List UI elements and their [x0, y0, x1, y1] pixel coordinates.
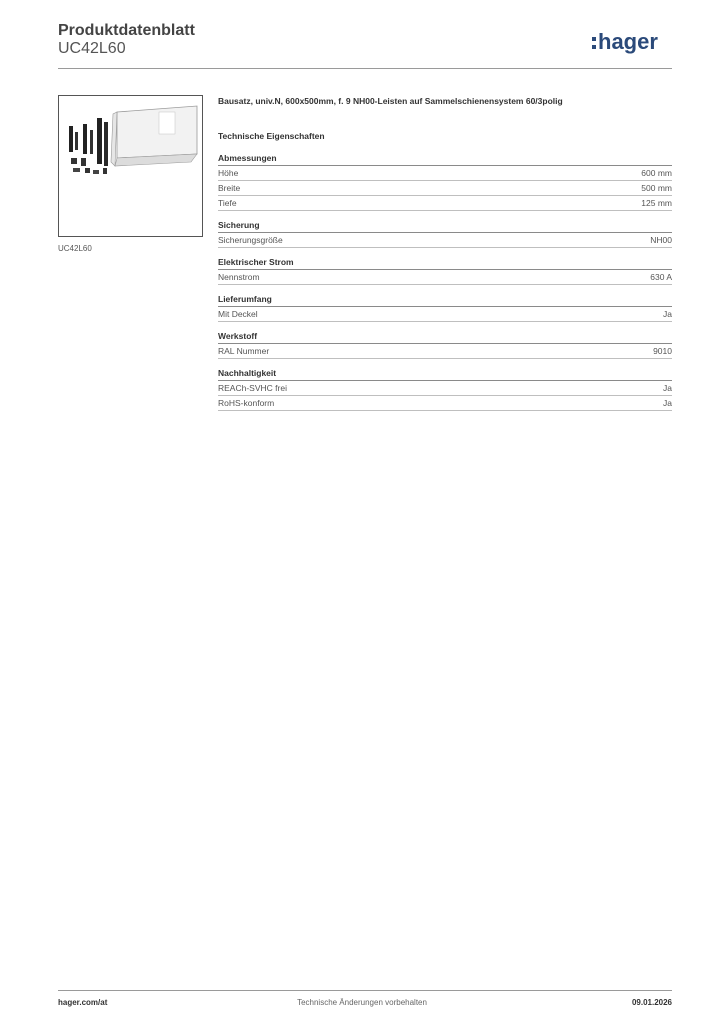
- spec-group-title: Lieferumfang: [218, 294, 672, 307]
- spec-label: REACh-SVHC frei: [218, 383, 287, 393]
- spec-value: 630 A: [650, 272, 672, 282]
- product-image: [58, 95, 203, 237]
- footer-website: hager.com/at: [58, 998, 108, 1007]
- image-caption: UC42L60: [58, 244, 92, 253]
- spec-row: [218, 166, 672, 181]
- spec-value: 600 mm: [641, 168, 672, 178]
- header-divider: [58, 68, 672, 69]
- spec-group-material: [218, 331, 672, 359]
- spec-row: [218, 196, 672, 211]
- spec-row: [218, 344, 672, 359]
- footer-date: 09.01.2026: [631, 998, 672, 1007]
- spec-label: Höhe: [218, 168, 239, 178]
- spec-row: [218, 381, 672, 396]
- product-description: Bausatz, univ.N, 600x500mm, f. 9 NH00-Leisten auf Sammelschienensystem 60/3polig: [218, 96, 563, 106]
- spec-group-fuse: [218, 220, 672, 248]
- spec-value: 125 mm: [641, 198, 672, 208]
- spec-group-title: Sicherung: [218, 220, 672, 233]
- spec-value: 500 mm: [641, 183, 672, 193]
- spec-label: Tiefe: [218, 198, 237, 208]
- spec-value: Ja: [663, 398, 672, 408]
- spec-group-title: Elektrischer Strom: [218, 257, 672, 270]
- spec-label: Nennstrom: [218, 272, 260, 282]
- spec-row: [218, 270, 672, 285]
- hager-logo: [592, 28, 676, 58]
- spec-value: NH00: [650, 235, 672, 245]
- spec-value: Ja: [663, 383, 672, 393]
- spec-label: Breite: [218, 183, 241, 193]
- spec-row: [218, 396, 672, 411]
- spec-value: Ja: [663, 309, 672, 319]
- spec-group-delivery: [218, 294, 672, 322]
- tech-properties-title: Technische Eigenschaften: [218, 131, 325, 141]
- spec-group-title: Nachhaltigkeit: [218, 368, 672, 381]
- spec-label: RAL Nummer: [218, 346, 270, 356]
- spec-content: [218, 95, 672, 420]
- product-code: UC42L60: [58, 40, 126, 57]
- footer-note: Technische Änderungen vorbehalten: [297, 998, 427, 1007]
- spec-group-title: Abmessungen: [218, 153, 672, 166]
- logo-dot-bottom: [592, 45, 596, 49]
- footer-divider: [58, 990, 672, 991]
- spec-group-title: Werkstoff: [218, 331, 672, 344]
- page-title: Produktdatenblatt: [58, 22, 195, 39]
- spec-group-dimensions: [218, 153, 672, 211]
- spec-label: Mit Deckel: [218, 309, 258, 319]
- product-illustration: [59, 96, 204, 238]
- spec-row: [218, 181, 672, 196]
- logo-dot-top: [592, 37, 596, 41]
- spec-label: RoHS-konform: [218, 398, 275, 408]
- spec-row: [218, 233, 672, 248]
- spec-group-sustainability: [218, 368, 672, 411]
- logo-text: hager: [598, 29, 658, 54]
- spec-group-current: [218, 257, 672, 285]
- spec-label: Sicherungsgröße: [218, 235, 283, 245]
- spec-value: 9010: [653, 346, 672, 356]
- spec-row: [218, 307, 672, 322]
